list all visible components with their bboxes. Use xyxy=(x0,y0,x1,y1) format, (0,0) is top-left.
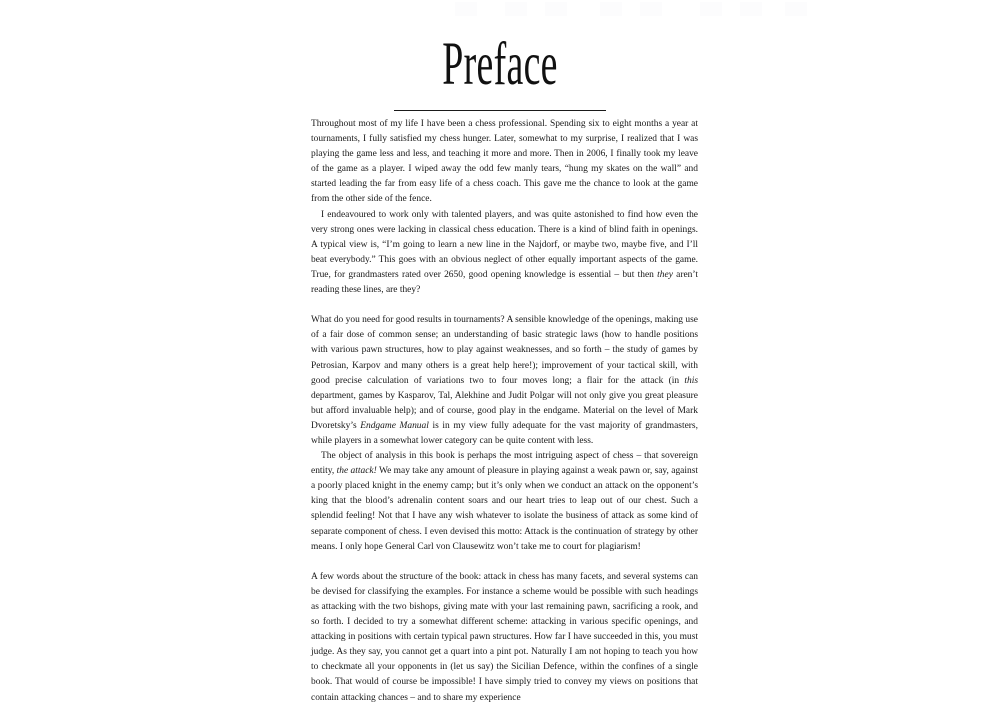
body-paragraph xyxy=(311,449,698,555)
text-run: Throughout most of my life I have been a chess professional. Spending six to eight months a year at tournaments, I fully satisfied my chess hunger. Later, somewhat to my surprise, I realized that I was playing the game less and less, and teaching it more and more. Then in 2006, I finally took my leave of the game as a player. I wiped away the odd few manly tears, “hung my skates on the wall” and started leading the far from easy life of a chess coach. This gave me the chance to look at the game from the other side of the fence. xyxy=(311,119,698,205)
text-run: is in my view fully adequate for the vast majority of grandmasters, while players in a somewhat lower category can be quite content with less. xyxy=(311,420,698,446)
emphasis-run: Endgame Manual xyxy=(360,420,429,431)
page-title: Preface xyxy=(442,31,558,98)
text-run: A few words about the structure of the book: attack in chess has many facets, and several systems can be devised for classifying the examples. For instance a scheme would be possible with such headings as attacking with the two bishops, giving mate with your last remaining pawn, sacrificing a rook, and so forth. I decided to try a somewhat different scheme: attacking in various specific openings, and attacking in positions with certain typical pawn structures. How far I have succeeded in this, you must judge. As they say, you cannot get a quart into a pint pot. Naturally I am not hoping to teach you how to checkmate all your opponents in (let us say) the Sicilian Defence, within the confines of a single book. That would of course be impossible! I have simply tried to convey my views on positions that contain attacking chances – and to share my experience xyxy=(311,571,698,703)
emphasis-run: the attack! xyxy=(336,466,377,477)
text-run: What do you need for good results in tournaments? A sensible knowledge of the openings, making use of a fair dose of common sense; an understanding of basic strategic laws (how to handle positions with various pawn structures, how to play against weaknesses, and so forth – the study of games by Petrosian, Karpov and many others is a great help here!); improvement of your tactical skill, with good precise calculation of variations two to four moves long; a flair for the attack (in xyxy=(311,315,698,386)
body-paragraph xyxy=(311,570,698,706)
body-paragraph xyxy=(311,313,698,449)
text-run: The object of analysis in this book is perhaps the most intriguing aspect of chess – that sovereign entity, xyxy=(311,451,698,477)
chapter-title-block xyxy=(0,31,1000,111)
emphasis-run: this xyxy=(684,375,698,386)
text-run: aren’t reading these lines, are they? xyxy=(311,269,698,296)
scan-artifact-band xyxy=(0,0,1000,22)
emphasis-run: they xyxy=(657,269,673,280)
title-divider-rule xyxy=(394,110,606,111)
body-paragraph xyxy=(311,117,698,208)
text-run: department, games by Kasparov, Tal, Alekhine and Judit Polgar will not only give you great pleasure but afford invaluable help); and of course, good play in the endgame. Material on the level of Mark Dvoretsky’s xyxy=(311,390,698,431)
body-paragraph xyxy=(311,208,698,299)
body-text-column xyxy=(311,117,698,706)
text-run: We may take any amount of pleasure in playing against a weak pawn or, say, against a poorly placed knight in the enemy camp; but it’s only when we conduct an attack on the opponent’s king that the blood’s adrenalin content soars and our heart tries to leap out of our chest. Such a splendid feeling! Not that I have any wish whatever to isolate the business of attack as some kind of separate component of chess. I even devised this motto: Attack is the continuation of strategy by other means. I only hope General Carl von Clausewitz won’t take me to court for plagiarism! xyxy=(311,466,699,552)
text-run: I endeavoured to work only with talented players, and was quite astonished to find how even the very strong ones were lacking in classical chess education. There is a kind of blind faith in openings. A typical view is, “I’m going to learn a new line in the Najdorf, or maybe two, maybe five, and I’ll beat everybody.” This goes with an obvious neglect of other equally important aspects of the game. True, for grandmasters rated over 2650, good opening knowledge is essential – but then xyxy=(311,209,698,280)
